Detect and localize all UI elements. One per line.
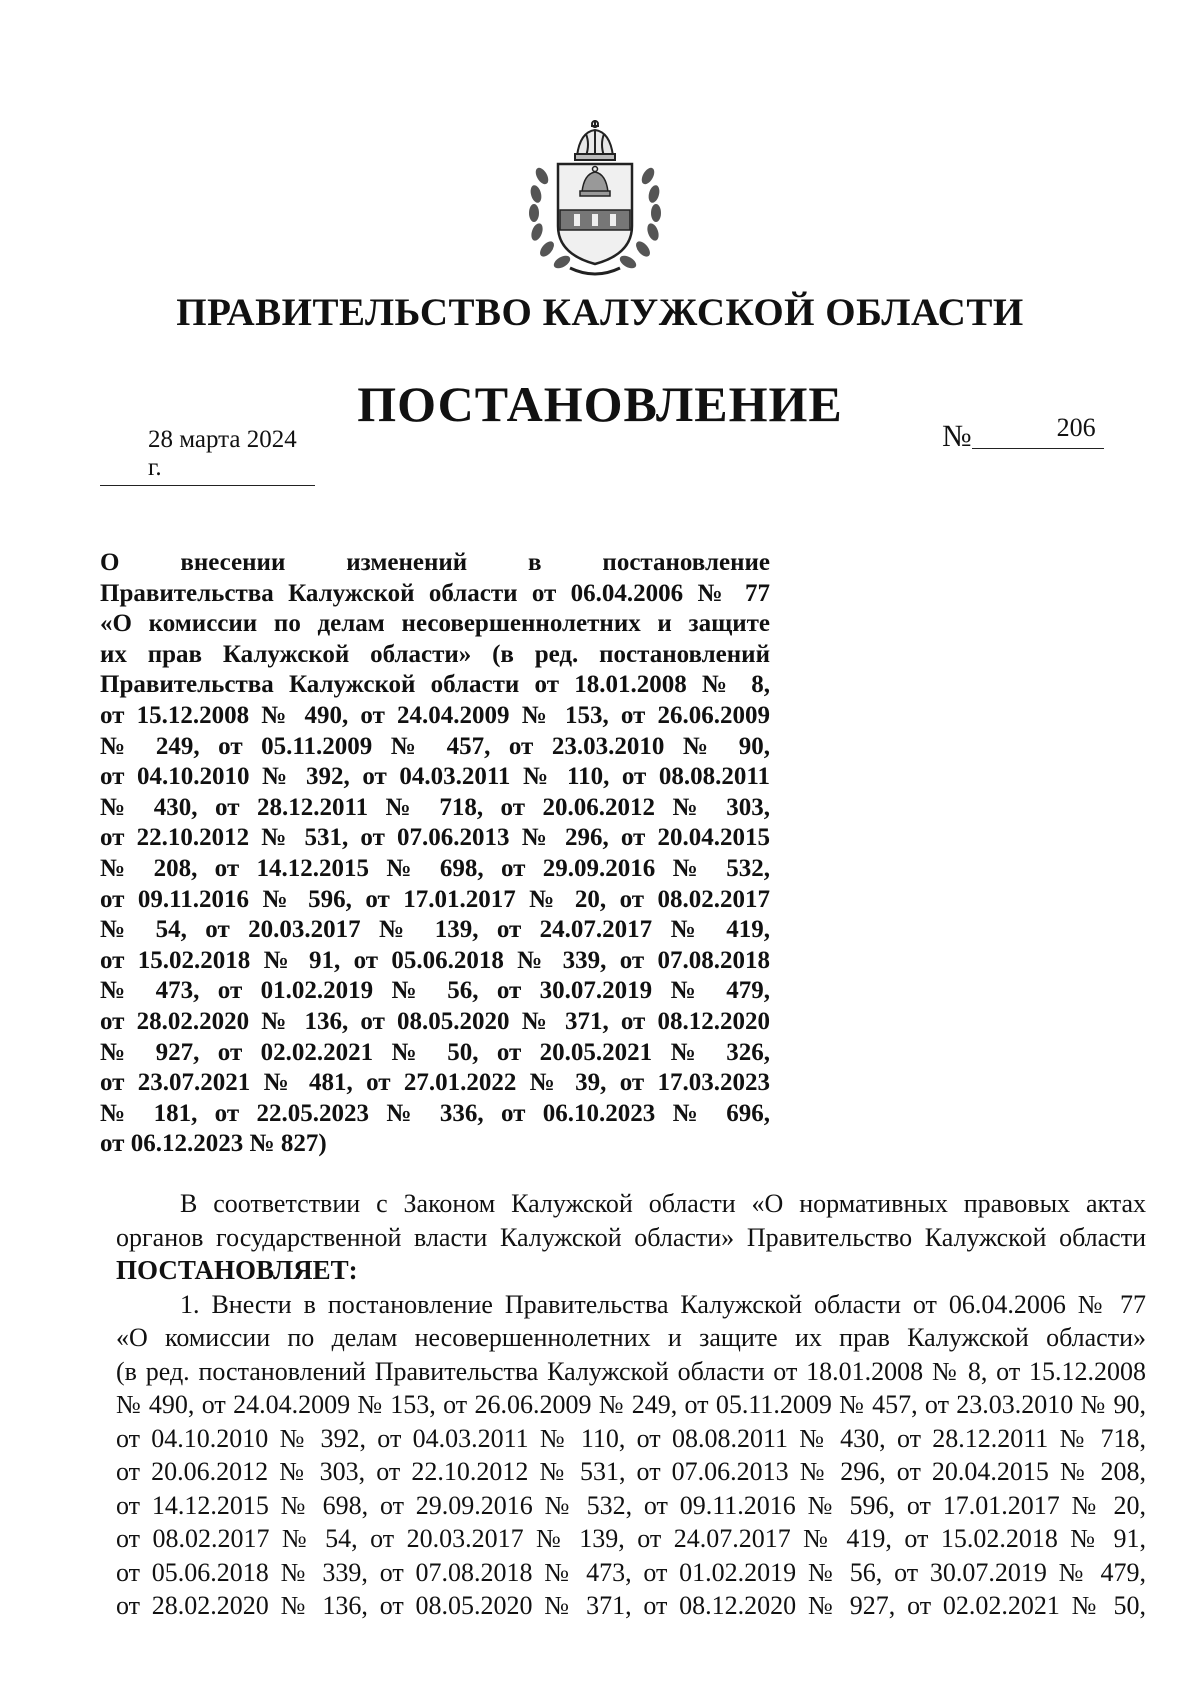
- item-1-line: 1. Внести в постановление Правительства Калужской области от 06.04.2006 № 77: [180, 1289, 1146, 1319]
- subject-line: № 54, от 20.03.2017 № 139, от 24.07.2017 № 419,: [100, 916, 770, 944]
- subject-line: № 181, от 22.05.2023 № 336, от 06.10.2023 № 696,: [100, 1099, 770, 1127]
- number-field: [972, 413, 1104, 449]
- subject-line: их прав Калужской области» (в ред. постановлений: [100, 640, 770, 668]
- item-1-line: от 05.06.2018 № 339, от 07.08.2018 № 473, от 01.02.2019 № 56, от 30.07.2019 № 479,: [116, 1557, 1146, 1587]
- subject-line: № 249, от 05.11.2009 № 457, от 23.03.2010 № 90,: [100, 732, 770, 760]
- subject-line: от 28.02.2020 № 136, от 08.05.2020 № 371, от 08.12.2020: [100, 1007, 770, 1035]
- decree-word: ПОСТАНОВЛЯЕТ:: [116, 1255, 358, 1285]
- subject-line: Правительства Калужской области от 06.04.2006 № 77: [100, 579, 770, 607]
- preamble-line: органов государственной власти Калужской области» Правительство Калужской области: [116, 1222, 1146, 1252]
- subject-line: № 430, от 28.12.2011 № 718, от 20.06.2012 № 303,: [100, 793, 770, 821]
- subject-line: от 09.11.2016 № 596, от 17.01.2017 № 20, от 08.02.2017: [100, 885, 770, 913]
- item-1-line: (в ред. постановлений Правительства Калужской области от 18.01.2008 № 8, от 15.12.2008: [116, 1356, 1146, 1386]
- subject-line: от 23.07.2021 № 481, от 27.01.2022 № 39, от 17.03.2023: [100, 1069, 770, 1097]
- subject-line: Правительства Калужской области от 18.01.2008 № 8,: [100, 671, 770, 699]
- subject-line: № 208, от 14.12.2015 № 698, от 29.09.2016 № 532,: [100, 854, 770, 882]
- subject-line: от 04.10.2010 № 392, от 04.03.2011 № 110, от 08.08.2011: [100, 763, 770, 791]
- document-body: [116, 1187, 1146, 1623]
- subject-line: от 15.02.2018 № 91, от 05.06.2018 № 339, от 07.08.2018: [100, 946, 770, 974]
- preamble: [116, 1187, 1146, 1254]
- subject-line: О внесении изменений в постановление: [100, 549, 770, 576]
- item-1-line: от 08.02.2017 № 54, от 20.03.2017 № 139, от 24.07.2017 № 419, от 15.02.2018 № 91,: [116, 1524, 1146, 1553]
- subject-line: № 927, от 02.02.2021 № 50, от 20.05.2021 № 326,: [100, 1038, 770, 1066]
- document-date: 28 марта 2024 г.: [100, 426, 315, 486]
- subject-line: от 22.10.2012 № 531, от 07.06.2013 № 296, от 20.04.2015: [100, 824, 770, 852]
- subject-line: от 15.12.2008 № 490, от 24.04.2009 № 153, от 26.06.2009: [100, 701, 770, 729]
- subject-line: от 06.12.2023 № 827): [100, 1130, 327, 1158]
- item-1-line: «О комиссии по делам несовершеннолетних и защите их прав Калужской области»: [116, 1323, 1146, 1352]
- item-1-line: от 20.06.2012 № 303, от 22.10.2012 № 531, от 07.06.2013 № 296, от 20.04.2015 № 208,: [116, 1457, 1146, 1486]
- item-1-line: № 490, от 24.04.2009 № 153, от 26.06.2009 № 249, от 05.11.2009 № 457, от 23.03.2010 № 90,: [116, 1390, 1146, 1419]
- decree-item-1: [116, 1288, 1146, 1623]
- number-value: 206: [1056, 413, 1096, 442]
- subject-line: «О комиссии по делам несовершеннолетних и защите: [100, 610, 770, 638]
- item-1-line: от 04.10.2010 № 392, от 04.03.2011 № 110, от 08.08.2011 № 430, от 28.12.2011 № 718,: [116, 1423, 1146, 1453]
- document-type-title: ПОСТАНОВЛЕНИЕ: [357, 376, 843, 432]
- coat-of-arms-icon: [520, 118, 670, 280]
- item-1-line: от 14.12.2015 № 698, от 29.09.2016 № 532, от 09.11.2016 № 596, от 17.01.2017 № 20,: [116, 1490, 1146, 1520]
- number-label: №: [942, 418, 972, 453]
- preamble-line: В соответствии с Законом Калужской области «О нормативных правовых актах: [180, 1189, 1146, 1218]
- item-1-line: от 28.02.2020 № 136, от 08.05.2020 № 371, от 08.12.2020 № 927, от 02.02.2021 № 50,: [116, 1591, 1146, 1620]
- document-subject: [100, 548, 770, 1160]
- document-number: [942, 413, 1104, 454]
- subject-line: № 473, от 01.02.2019 № 56, от 30.07.2019 № 479,: [100, 977, 770, 1005]
- organization-title: ПРАВИТЕЛЬСТВО КАЛУЖСКОЙ ОБЛАСТИ: [176, 291, 1024, 334]
